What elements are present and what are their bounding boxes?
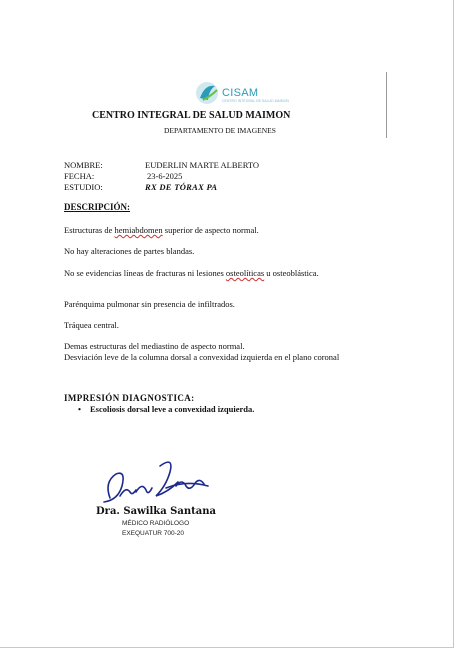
description-heading: DESCRIPCIÓN: (64, 202, 131, 212)
description-p3 (64, 268, 394, 278)
logo-text: CISAM (222, 87, 259, 99)
impression-item (78, 404, 254, 414)
signature-name: Dra. Sawilka Santana (96, 506, 216, 517)
p3-text-c: u osteoblástica. (264, 268, 319, 278)
description-p5: Tráquea central. (64, 320, 119, 330)
p1-text-a: Estructuras de (64, 225, 115, 235)
study-label: ESTUDIO: (64, 182, 103, 192)
study-value: RX DE TÓRAX PA (145, 182, 218, 192)
p3-text-b: osteolíticas (225, 268, 265, 278)
p3-text-a: No se evidencias líneas de fracturas ni lesiones (64, 268, 226, 278)
bullet-icon: • (78, 404, 81, 414)
name-value: EUDERLIN MARTE ALBERTO (145, 160, 260, 170)
impression-item-text: Escoliosis dorsal leve a convexidad izquierda. (90, 404, 255, 414)
description-p2: No hay alteraciones de partes blandas. (64, 246, 195, 256)
logo-tagline: CENTRO INTEGRAL DE SALUD MAIMON (222, 99, 289, 103)
institution-title: CENTRO INTEGRAL DE SALUD MAIMON (92, 110, 291, 121)
p1-text-c: superior de aspecto normal. (162, 225, 259, 235)
header-divider (386, 72, 387, 138)
name-label: NOMBRE: (64, 160, 103, 170)
patient-name-row (64, 160, 259, 170)
study-row (64, 182, 217, 192)
signature-image-icon (96, 452, 216, 508)
date-label: FECHA: (64, 171, 95, 181)
date-value: 23-6-2025 (147, 171, 183, 181)
p1-text-b: hemiabdomen (114, 225, 163, 235)
description-p7: Desviación leve de la columna dorsal a convexidad izquierda en el plano coronal (64, 352, 340, 362)
description-p6: Demas estructuras del mediastino de aspecto normal. (64, 341, 245, 351)
description-p4: Parénquima pulmonar sin presencia de infiltrados. (64, 299, 235, 309)
signature-exequatur: EXEQUATUR 700-20 (122, 530, 185, 537)
description-p1 (64, 225, 394, 235)
signature-role: MÉDICO RADIÓLOGO (122, 520, 190, 527)
department-subtitle: DEPARTAMENTO DE IMAGENES (164, 126, 276, 135)
impression-heading: IMPRESIÓN DIAGNOSTICA: (64, 393, 195, 403)
date-row (64, 171, 182, 181)
